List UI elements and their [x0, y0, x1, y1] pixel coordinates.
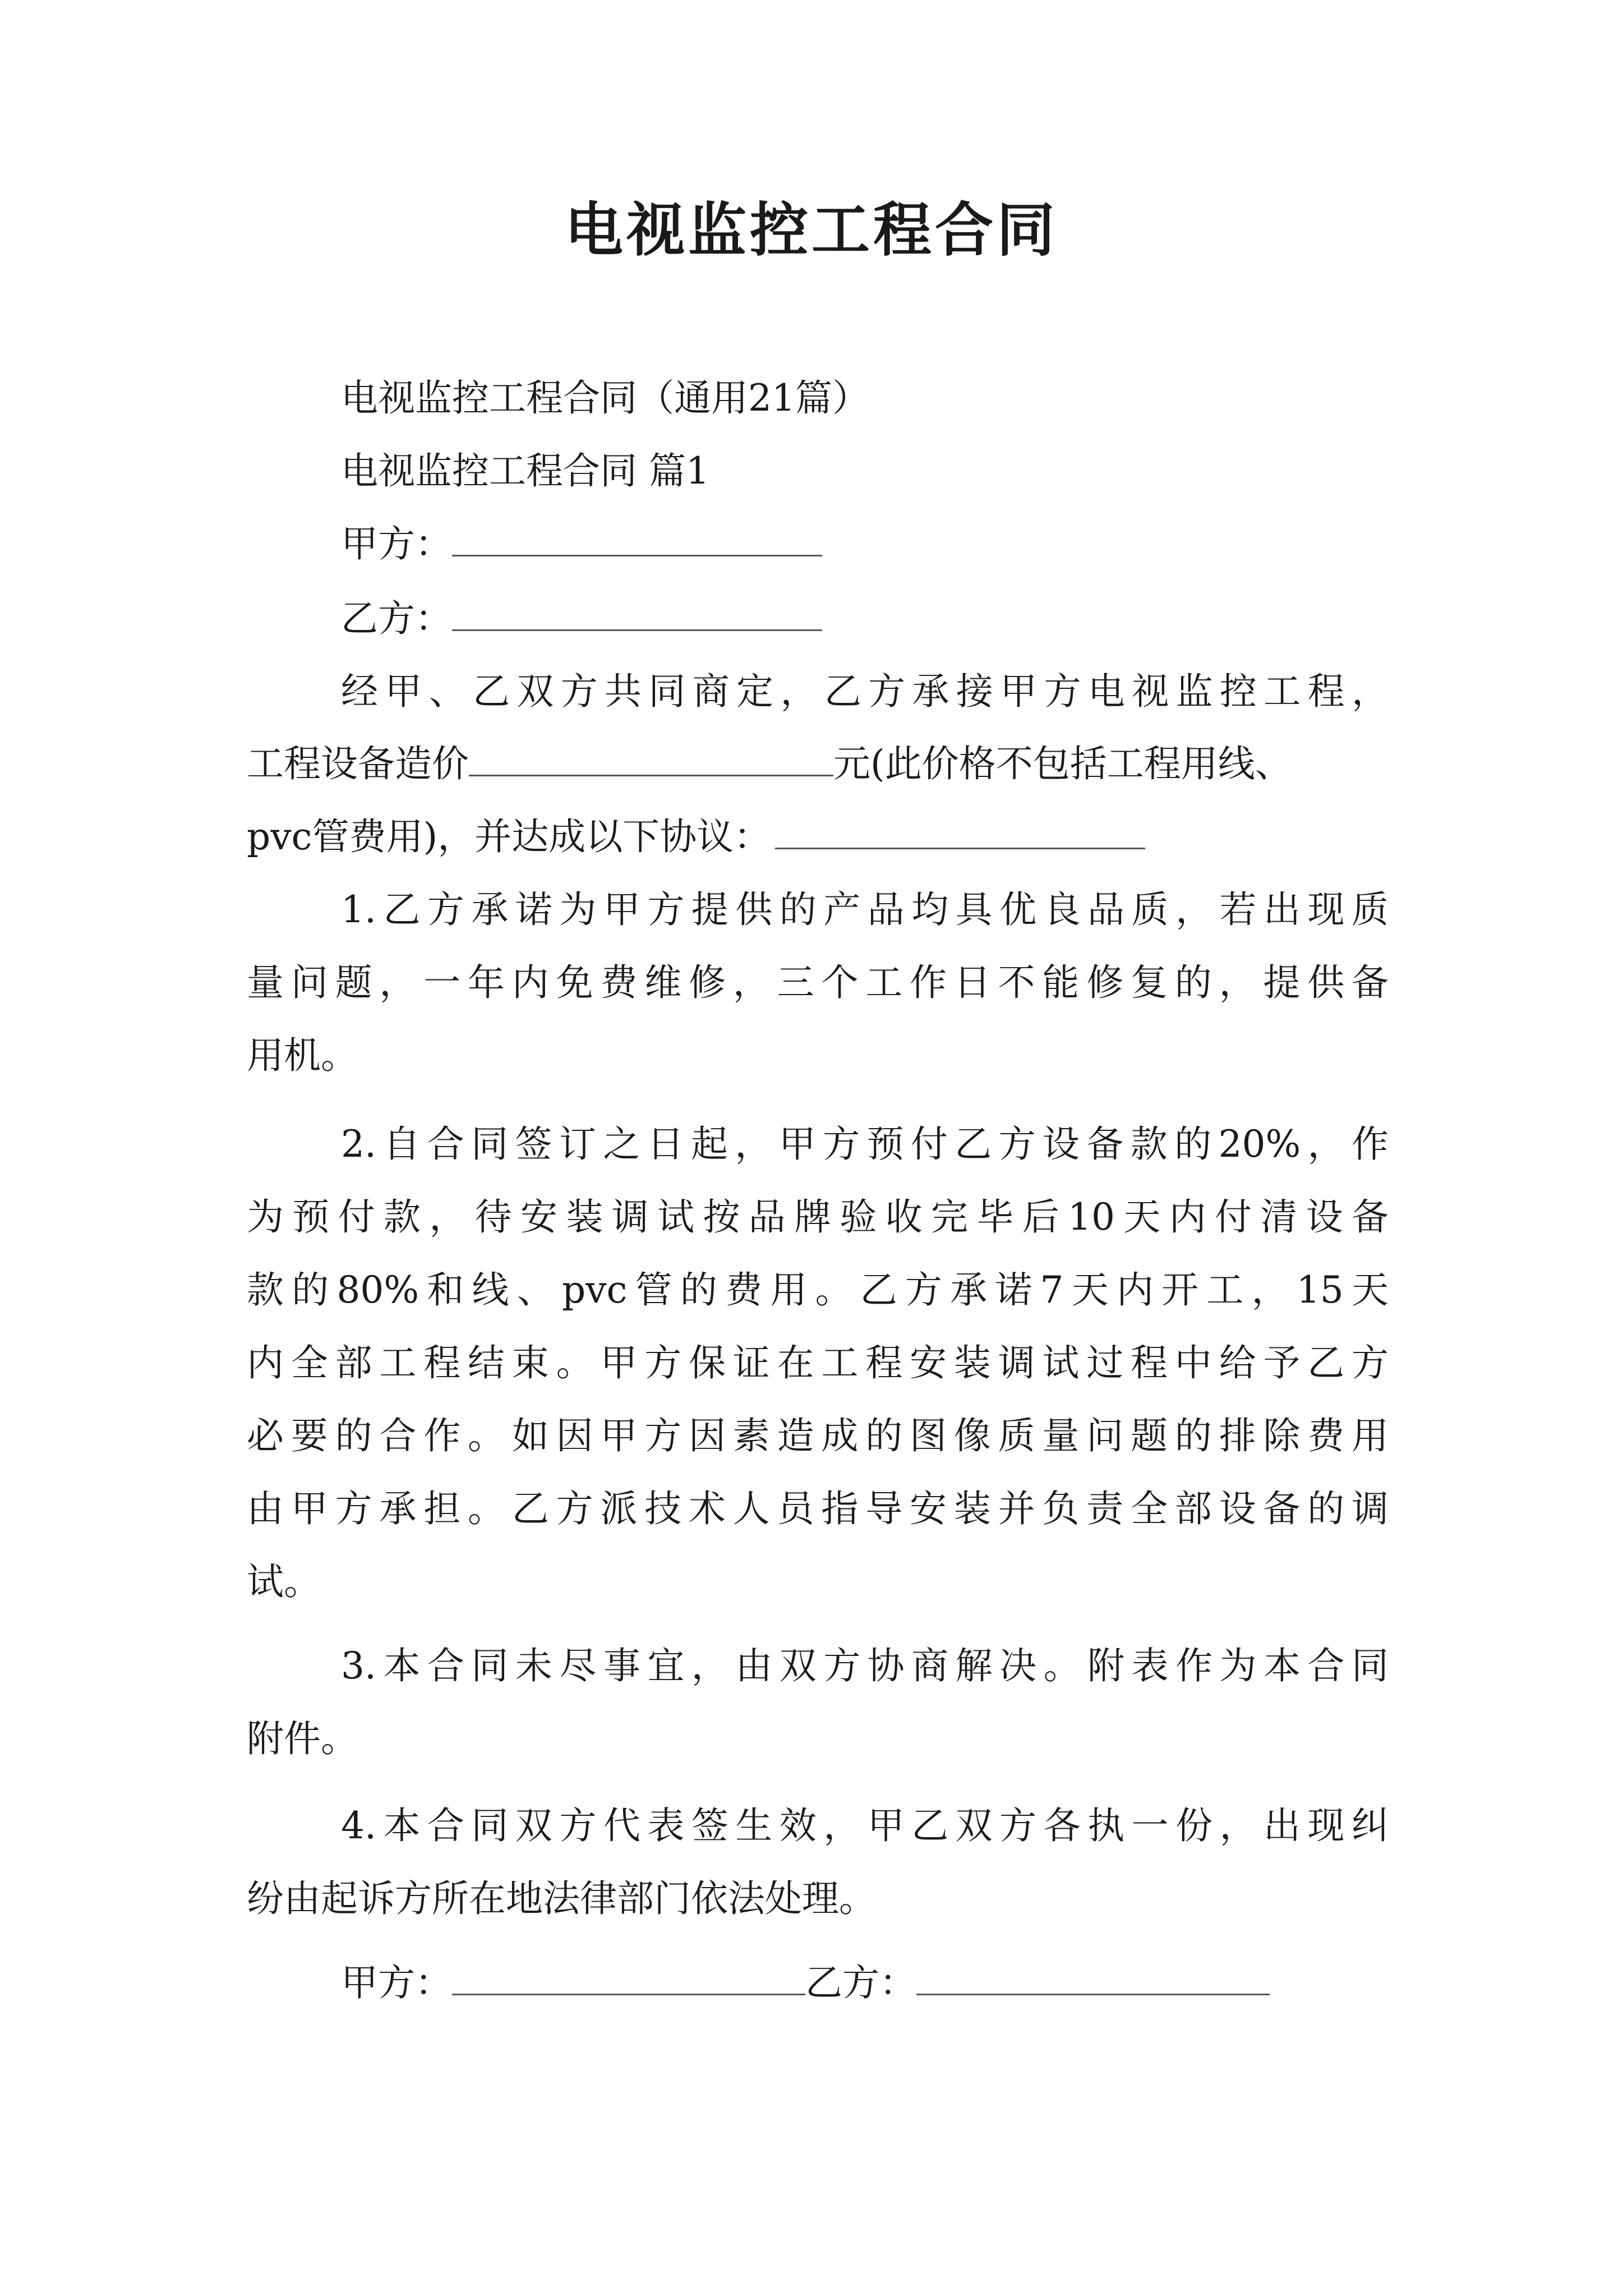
clause-2-line: 内全部工程结束。甲方保证在工程安装调试过程中给予乙方	[247, 1341, 1389, 1384]
clause-2-line: 由甲方承担。乙方派技术人员指导安装并负责全部设备的调	[247, 1487, 1389, 1530]
clause-2-line: 为预付款，待安装调试按品牌验收完毕后10天内付清设备	[247, 1195, 1389, 1239]
party-b-line	[341, 591, 822, 647]
intro-line-2	[247, 736, 1292, 792]
clause-2-line: 2.自合同签订之日起，甲方预付乙方设备款的20%，作	[341, 1122, 1389, 1166]
intro-agree-text: pvc管费用)，并达成以下协议：	[247, 815, 771, 858]
intro-line-3	[247, 809, 1145, 865]
sign-b-label: 乙方：	[805, 1961, 916, 2004]
clause-1-line: 用机。	[247, 1034, 358, 1077]
price-label: 工程设备造价	[247, 742, 469, 785]
clause-1-line: 1.乙方承诺为甲方提供的产品均具优良品质，若出现质	[341, 888, 1389, 931]
sign-a-label: 甲方：	[341, 1961, 452, 2004]
price-note: 元(此价格不包括工程用线、	[833, 742, 1292, 785]
document-subtitle: 电视监控工程合同（通用21篇）	[341, 376, 869, 420]
party-a-blank	[452, 520, 822, 556]
clause-3-line: 附件。	[247, 1717, 358, 1760]
agreement-blank	[775, 813, 1145, 849]
clause-2-line: 试。	[247, 1560, 321, 1603]
party-b-label: 乙方：	[341, 597, 452, 640]
party-a-label: 甲方：	[341, 522, 452, 565]
clause-2-line: 必要的合作。如因甲方因素造成的图像质量问题的排除费用	[247, 1414, 1389, 1457]
clause-1-line: 量问题，一年内免费维修，三个工作日不能修复的，提供备	[247, 961, 1389, 1004]
clause-2-line: 款的80%和线、pvc管的费用。乙方承诺7天内开工，15天	[247, 1268, 1389, 1312]
price-blank	[469, 740, 833, 776]
sign-b-blank	[916, 1959, 1270, 1995]
party-b-blank	[452, 595, 822, 631]
sign-a-blank	[452, 1959, 805, 1995]
party-a-line	[341, 516, 822, 572]
intro-line-1: 经甲、乙双方共同商定，乙方承接甲方电视监控工程，	[341, 670, 1389, 713]
signature-line	[341, 1955, 1270, 2011]
document-title: 电视监控工程合同	[564, 195, 1058, 264]
clause-3-line: 3.本合同未尽事宜，由双方协商解决。附表作为本合同	[341, 1644, 1389, 1687]
clause-4-line: 纷由起诉方所在地法律部门依法处理。	[247, 1877, 876, 1920]
section-heading: 电视监控工程合同 篇1	[341, 449, 709, 493]
clause-4-line: 4.本合同双方代表签生效，甲乙双方各执一份，出现纠	[341, 1804, 1389, 1847]
